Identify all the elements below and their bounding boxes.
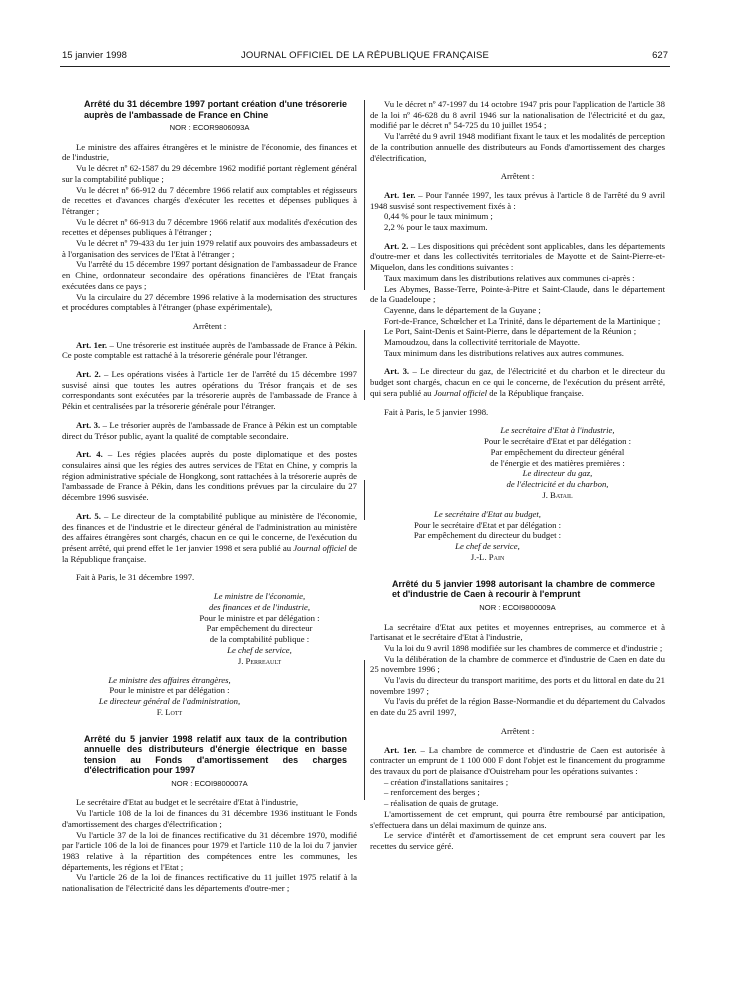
article-text: – Pour l'année 1997, les taux prévus à l'article 8 de l'arrêté du 9 avril 1948 susvisé sont respectivement fixés à : — [370, 189, 666, 211]
paragraph: L'amortissement de cet emprunt, qui pourra être remboursé par anticipation, s'effectuera dans un délai maximum de quinze ans. — [370, 808, 665, 830]
article-label: Art. 3. — [76, 419, 101, 430]
journal-officiel-ref: Journal officiel — [433, 387, 488, 398]
signature-block — [370, 425, 665, 501]
article-text: – Les régies placées auprès du poste diplomatique et des postes consulaires ainsi que les régies des autres services de l'Etat en Chine, y compris la région administrative spéciale de Hongkong, sont rattachées à la trésorerie auprès de l'ambassade de France à Pékin, dans les conditions prévues par la circulaire du 27 décembre 1996 susvisée. — [62, 449, 357, 503]
list-item: Taux maximum dans les distributions relatives aux communes ci-après : — [384, 272, 635, 283]
arretent-heading: Arrêtent : — [192, 320, 227, 331]
signatory-title: Le chef de service, — [227, 645, 292, 655]
list-item: Le Port, Saint-Denis et Saint-Pierre, dans le département de la Réunion ; — [384, 326, 637, 337]
article-paragraph — [370, 745, 665, 777]
article-text: – La chambre de commerce et d'industrie de Caen est autorisée à contracter un emprunt de 1 100 000 F dont l'objet est le financement du programme des travaux du port de plaisance d'Ouistreham pour les opérations suivantes : — [370, 744, 666, 776]
delegation-line: de l'énergie et des matières premières : — [490, 457, 625, 468]
rate-line: 0,44 % pour le taux minimum ; — [384, 211, 493, 222]
signatory-name: F. Lott — [156, 706, 183, 717]
article-label: Art. 4. — [76, 449, 103, 460]
delegation-line: de la comptabilité publique : — [209, 634, 310, 645]
article-text: – Une trésorerie est instituée auprès de l'ambassade de France à Pékin. Ce poste comptable est rattaché à la trésorerie générale pour l'étranger. — [62, 339, 358, 361]
header-rule — [60, 66, 670, 67]
paragraph: Vu le décret nº 66-912 du 7 décembre 1966 relatif aux comptables et régisseurs de recettes et d'avances chargés d'exécuter les recettes et dépenses publiques à l'étranger ; — [62, 184, 357, 216]
signatory-title: Le secrétaire d'Etat à l'industrie, — [500, 425, 615, 436]
delegation-line: Par empêchement du directeur — [206, 623, 313, 634]
paragraph: Vu l'arrêté du 9 avril 1948 modifiant fixant le taux et les modalités de perception de la contribution annuelle des distributeurs au Fonds d'amortissement des charges d'électrification, — [370, 131, 665, 163]
journal-officiel-ref: Journal officiel — [293, 542, 347, 553]
article-label: Art. 5. — [76, 510, 101, 521]
article-text: de la République française. — [62, 542, 357, 564]
paragraph: Vu le décret nº 47-1997 du 14 octobre 1947 pris pour l'application de l'article 38 de la loi nº 46-628 du 8 avril 1946 sur la nationalisation de l'électricité et du gaz, modifié par le décret nº 54-725 du 10 juillet 1954 ; — [370, 99, 665, 131]
signature-block — [370, 509, 665, 563]
nor-reference: NOR : ECOI9800007A — [171, 778, 248, 788]
article-paragraph — [62, 449, 357, 503]
article-paragraph — [62, 340, 357, 361]
article-text: de la République française. — [487, 387, 584, 398]
delegation-line: Pour le ministre et par délégation : — [199, 612, 320, 623]
header-journal-title: JOURNAL OFFICIEL DE LA RÉPUBLIQUE FRANÇAISE — [240, 50, 490, 61]
article-paragraph — [370, 241, 665, 273]
paragraph: Vu la loi du 9 avril 1898 modifiée sur les chambres de commerce et d'industrie ; — [384, 642, 663, 653]
signatory-title: Le secrétaire d'Etat au budget, — [434, 508, 541, 519]
delegation-line: Pour le secrétaire d'Etat et par délégation : — [483, 436, 632, 447]
rate-line: 2,2 % pour le taux maximum. — [384, 222, 488, 233]
paragraph: Vu l'arrêté du 15 décembre 1997 portant désignation de l'ambassadeur de France en Chine, ordonnateur secondaire des opérations financières de l'Etat français exécutées dans ce pays ; — [62, 259, 357, 291]
paragraph: La secrétaire d'Etat aux petites et moyennes entreprises, au commerce et à l'artisanat et le secrétaire d'Etat à l'industrie, — [370, 621, 665, 643]
signature-block — [62, 675, 357, 718]
article-paragraph — [370, 190, 665, 211]
list-item: Fort-de-France, Schœlcher et La Trinité, dans le département de la Martinique ; — [384, 315, 661, 326]
paragraph: Vu le décret nº 79-433 du 1er juin 1979 relatif aux pouvoirs des ambassadeurs et à l'organisation des services de l'Etat à l'étranger ; — [62, 238, 357, 259]
list-item: – création d'installations sanitaires ; — [384, 776, 509, 787]
article-label: Art. 2. — [384, 240, 409, 251]
paragraph: Vu l'article 26 de la loi de finances rectificative du 11 juillet 1975 relatif à la nationalisation de l'électricité dans les départements d'outre-mer ; — [62, 872, 357, 894]
article-text: – Le directeur du gaz, de l'électricité et du charbon et le directeur du budget sont chargés, chacun en ce qui le concerne, de l'exécution du présent arrêté, qui sera publié au — [370, 366, 665, 398]
signing-place-date: Fait à Paris, le 5 janvier 1998. — [384, 406, 489, 417]
right-column — [370, 99, 665, 852]
article-text: – Le trésorier auprès de l'ambassade de France à Pékin est un comptable direct du Trésor public, ayant la qualité de comptable secondaire. — [62, 419, 357, 441]
article-paragraph — [62, 369, 357, 412]
paragraph: Vu le décret nº 62-1587 du 29 décembre 1962 modifié portant règlement général sur la comptabilité publique ; — [62, 163, 357, 184]
signatory-title: Le ministre des affaires étrangères, — [108, 674, 231, 685]
article-paragraph — [62, 420, 357, 441]
list-item: Mamoudzou, dans la collectivité territoriale de Mayotte. — [384, 337, 580, 348]
signing-place-date: Fait à Paris, le 31 décembre 1997. — [76, 572, 195, 583]
signatory-title: de l'électricité et du charbon, — [506, 479, 609, 490]
list-item: Les Abymes, Basse-Terre, Pointe-à-Pitre et Saint-Claude, dans le département de la Guadeloupe ; — [370, 283, 665, 305]
list-item: Cayenne, dans le département de la Guyane ; — [384, 304, 541, 315]
paragraph: Vu la circulaire du 27 décembre 1996 relative à la modernisation des structures et procédures comptables à l'étranger (phase expérimentale), — [62, 291, 357, 313]
signatory-title: Le directeur général de l'administration, — [98, 696, 241, 707]
list-item: Taux minimum dans les distributions relatives aux autres communes. — [384, 347, 624, 358]
article-label: Art. 3. — [384, 366, 410, 377]
signatory-title: Le directeur du gaz, — [522, 468, 593, 479]
article-text: – Les dispositions qui précèdent sont applicables, dans les départements d'outre-mer et dans les collectivités territoriales de Mayotte et de Saint-Pierre-et-Miquelon, dans les conditions suivantes : — [370, 240, 665, 273]
left-column — [62, 99, 357, 894]
delegation-line: Par empêchement du directeur du budget : — [413, 530, 562, 541]
column-divider — [364, 100, 365, 960]
paragraph: Vu le décret nº 66-913 du 7 décembre 1966 relatif aux modalités d'exécution des recettes et dépenses publiques à l'étranger ; — [62, 216, 357, 238]
paragraph: Le secrétaire d'Etat au budget et le secrétaire d'Etat à l'industrie, — [76, 797, 299, 808]
delegation-line: Pour le secrétaire d'Etat et par délégation : — [413, 519, 562, 530]
article-title: Arrêté du 5 janvier 1998 relatif aux taux de la contribution annuelle des distributeurs d'énergie électrique en basse tension au Fonds d'amortissement des charges d'électrification pour 1997 — [84, 733, 347, 776]
list-item: – renforcement des berges ; — [384, 787, 480, 798]
article-label: Art. 2. — [76, 369, 101, 380]
paragraph: Vu l'article 108 de la loi de finances du 31 décembre 1936 instituant le Fonds d'amortissement des charges d'électrification ; — [62, 808, 357, 829]
header-date: 15 janvier 1998 — [62, 50, 127, 61]
paragraph: Vu l'avis du préfet de la région Basse-Normandie et du département du Calvados en date du 25 avril 1997, — [370, 696, 665, 718]
article-title: Arrêté du 31 décembre 1997 portant création d'une trésorerie auprès de l'ambassade de France en Chine — [84, 99, 347, 120]
signatory-name: J. Perreault — [237, 655, 282, 666]
signatory-title: des finances et de l'industrie, — [208, 601, 311, 612]
article-paragraph — [62, 511, 357, 565]
paragraph: Le service d'intérêt et d'amortissement de cet emprunt sera couvert par les recettes du service géré. — [370, 830, 665, 851]
arretent-heading: Arrêtent : — [500, 171, 535, 182]
paragraph: Vu l'avis du directeur du transport maritime, des ports et du littoral en date du 21 novembre 1997 ; — [370, 675, 665, 696]
paragraph: Le ministre des affaires étrangères et le ministre de l'économie, des finances et de l'industrie, — [62, 141, 357, 163]
article-paragraph — [370, 366, 665, 398]
paragraph: Vu l'article 37 de la loi de finances rectificative du 31 décembre 1970, modifié par l'article 106 de la loi de finances pour 1979 et l'article 110 de la loi du 7 janvier 1983 relative à la répartition des compétences entre les communes, les départements, les régions et l'Etat ; — [62, 829, 357, 872]
signatory-title: Le chef de service, — [455, 541, 520, 552]
signature-block — [62, 591, 357, 667]
nor-reference: NOR : ECOI9800009A — [479, 602, 556, 612]
signatory-name: J. Batail — [542, 490, 573, 501]
delegation-line: Pour le ministre et par délégation : — [109, 685, 230, 696]
nor-reference: NOR : ECOR9806093A — [169, 123, 250, 132]
paragraph: Vu la délibération de la chambre de commerce et d'industrie de Caen en date du 25 novembre 1996 ; — [370, 653, 665, 675]
article-text: – Le directeur de la comptabilité publique au ministère de l'économie, des finances et de l'industrie et le directeur général de l'administration au ministère des affaires étrangères sont chargés, chacun en ce qui le concerne, de l'exécution du présent arrêté, qui prend effet le 1er janvier 1998 et sera publié au — [62, 510, 357, 553]
article-label: Art. 1er. — [384, 189, 416, 200]
article-text: – Les opérations visées à l'article 1er de l'arrêté du 15 décembre 1997 susvisé ainsi que toutes les autres opérations du Trésor français et de ses correspondants sont exécutées par la trésorerie auprès de l'ambassade de France à Pékin et centralisées par la trésorerie générale pour l'étranger. — [62, 369, 357, 412]
article-label: Art. 1er. — [384, 744, 417, 755]
header-page-number: 627 — [652, 50, 668, 61]
delegation-line: Par empêchement du directeur général — [490, 446, 625, 457]
signatory-title: Le ministre de l'économie, — [213, 591, 306, 602]
article-title: Arrêté du 5 janvier 1998 autorisant la chambre de commerce et d'industrie de Caen à recourir à l'emprunt — [392, 578, 655, 600]
arretent-heading: Arrêtent : — [500, 725, 535, 736]
page-header — [62, 50, 668, 64]
article-label: Art. 1er. — [76, 339, 108, 350]
list-item: – réalisation de quais de grutage. — [384, 798, 499, 809]
signatory-name: J.-L. Pain — [470, 552, 505, 563]
